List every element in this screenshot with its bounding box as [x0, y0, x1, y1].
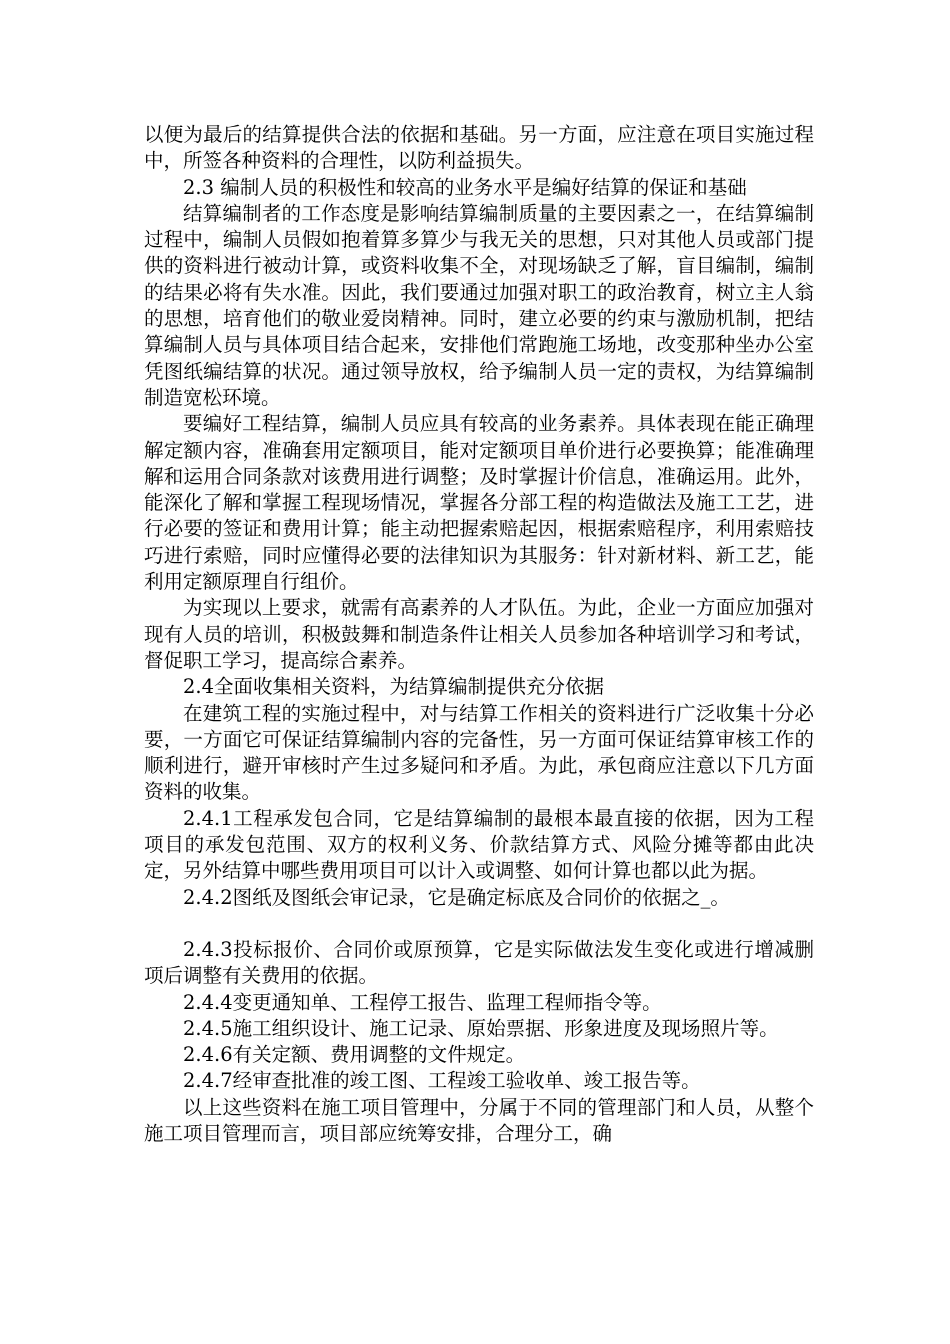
- paragraph-skills: 要编好工程结算，编制人员应具有较高的业务素养。具体表现在能正确理解定额内容，准确套用定额项目，能对定额项目单价进行必要换算；能准确理解和运用合同条款对该费用进行调整；及时掌握计价信息，准确运用。此外，能深化了解和掌握工程现场情况，掌握各分部工程的构造做法及施工工艺，进行必要的签证和费用计算；能主动把握索赔起因，根据索赔程序，利用索赔技巧进行索赔，同时应懂得必要的法律知识为其服务：针对新材料、新工艺，能利用定额原理自行组价。: [144, 412, 814, 594]
- paragraph-collection: 在建筑工程的实施过程中，对与结算工作相关的资料进行广泛收集十分必要，一方面它可保证结算编制内容的完备性，另一方面可保证结算审核工作的顺利进行，避开审核时产生过多疑问和矛盾。为此，承包商应注意以下几方面资料的收集。: [144, 701, 814, 804]
- paragraph-closing: 以上这些资料在施工项目管理中，分属于不同的管理部门和人员，从整个施工项目管理而言，项目部应统筹安排，合理分工，确: [144, 1095, 814, 1145]
- list-item-2-4-3: 2.4.3投标报价、合同价或原预算，它是实际做法发生变化或进行增减删项后调整有关费用的依据。: [144, 937, 814, 988]
- list-item-2-4-2: 2.4.2图纸及图纸会审记录，它是确定标底及合同价的依据之_。: [183, 885, 730, 909]
- list-item-2-4-7: 2.4.7经审查批准的竣工图、工程竣工验收单、竣工报告等。: [183, 1069, 701, 1093]
- document-page: [144, 122, 814, 1147]
- section-heading-2-4: 2.4全面收集相关资料，为结算编制提供充分依据: [183, 675, 605, 699]
- list-item-2-4-6: 2.4.6有关定额、费用调整的文件规定。: [183, 1043, 526, 1067]
- list-item-2-4-5: 2.4.5施工组织设计、施工记录、原始票据、形象进度及现场照片等。: [183, 1016, 779, 1040]
- paragraph-attitude: 结算编制者的工作态度是影响结算编制质量的主要因素之一，在结算编制过程中，编制人员假如抱着算多算少与我无关的思想，只对其他人员或部门提供的资料进行被动计算，或资料收集不全，对现场缺乏了解，盲目编制，编制的结果必将有失水准。因此，我们要通过加强对职工的政治教育，树立主人翁的思想，培育他们的敬业爱岗精神。同时，建立必要的约束与激励机制，把结算编制人员与具体项目结合起来，安排他们常跑施工场地，改变那种坐办公室凭图纸编结算的状况。通过领导放权，给予编制人员一定的责权，为结算编制制造宽松环境。: [144, 201, 814, 409]
- list-item-2-4-1: 2.4.1工程承发包合同，它是结算编制的最根本最直接的依据，因为工程项目的承发包范围、双方的权利义务、价款结算方式、风险分摊等都由此决定，另外结算中哪些费用项目可以计入或调整、如何计算也都以此为据。: [144, 806, 814, 883]
- paragraph-training: 为实现以上要求，就需有高素养的人才队伍。为此，企业一方面应加强对现有人员的培训，积极鼓舞和制造条件让相关人员参加各种培训学习和考试，督促职工学习，提高综合素养。: [144, 596, 814, 672]
- paragraph-continuation: 以便为最后的结算提供合法的依据和基础。另一方面，应注意在项目实施过程中，所签各种资料的合理性，以防利益损失。: [144, 123, 814, 173]
- list-item-2-4-4: 2.4.4变更通知单、工程停工报告、监理工程师指令等。: [183, 990, 662, 1014]
- section-heading-2-3: 2.3 编制人员的积极性和较高的业务水平是编好结算的保证和基础: [183, 175, 747, 199]
